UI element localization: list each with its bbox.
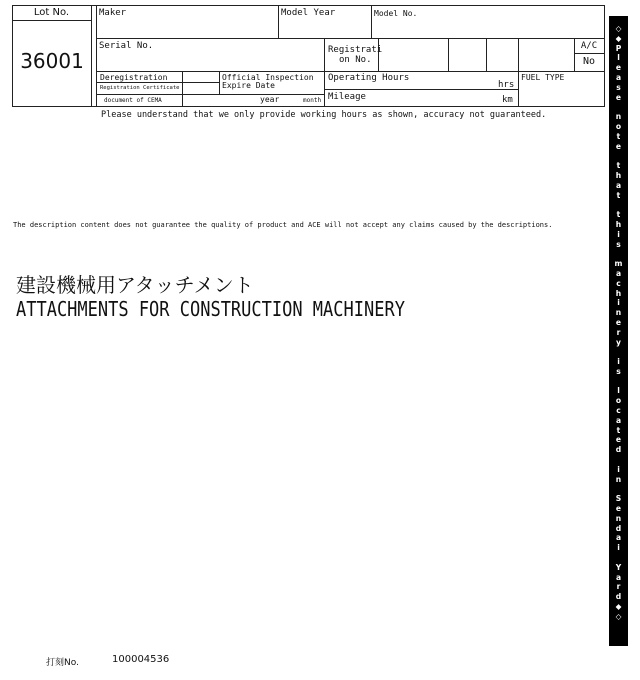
model-no-label: Model No. [374,9,418,18]
registration-certificate-label: Registration Certificate [100,85,180,91]
stamp-no-value: 100004536 [112,654,170,665]
side-banner-char [617,484,620,494]
side-banner-char: s [616,366,621,376]
model-no-left [371,5,372,38]
side-banner-char [617,102,620,112]
official-inspection-label: Official Inspection [222,73,314,82]
side-banner-char: a [615,572,622,582]
side-banner-char: P [615,43,622,53]
inspection-left [219,71,220,94]
side-banner-char: t [616,161,621,171]
table-border-right [604,5,605,107]
side-banner-char: n [615,513,622,523]
side-banner-char [617,377,620,387]
side-banner-char [617,249,620,259]
table-border-top [12,5,604,6]
side-banner-char: t [616,190,621,200]
disclaimer-notice: The description content does not guarantee the quality of product and ACE will not accept any claims caused by the descriptions. [13,221,553,229]
side-banner-char: e [615,317,622,327]
model-year-left [278,5,279,38]
side-banner-char: a [615,180,622,190]
side-banner-char [617,553,620,563]
side-banner-char: s [616,239,621,249]
side-banner-char: ◆ [615,33,622,43]
working-hours-notice: Please understand that we only provide working hours as shown, accuracy not guaranteed. [101,110,547,120]
side-banner-char: h [615,288,622,298]
registration-no-label-2: on No. [339,55,372,65]
month-label: month [303,97,322,104]
dereg-divider-2 [96,94,324,95]
operating-hours-label: Operating Hours [328,73,410,83]
side-banner-char: i [617,298,620,308]
lot-no-label: Lot No. [33,7,70,18]
side-banner-char: h [615,219,622,229]
side-banner-char: o [615,396,622,406]
side-banner-char: e [615,435,622,445]
side-banner-char: i [617,543,620,553]
side-banner-char: t [616,131,621,141]
side-banner-char: i [617,229,620,239]
expire-date-label: Expire Date [222,81,275,90]
side-banner-char [617,455,620,465]
side-banner-char: e [615,92,622,102]
side-banner-char: y [616,337,621,347]
side-banner-char: i [617,464,620,474]
dereg-value-left [182,71,183,107]
side-banner-char: e [615,63,622,73]
side-banner-char [617,347,620,357]
serial-no-label: Serial No. [99,41,154,51]
side-banner-char: n [615,308,622,318]
side-banner-char: i [617,357,620,367]
headline-english: ATTACHMENTS FOR CONSTRUCTION MACHINERY [16,297,405,321]
side-banner-char [617,200,620,210]
lot-header-divider [12,20,91,21]
side-banner-char: l [617,386,620,396]
side-banner-char: t [616,210,621,220]
registration-left [324,38,325,107]
side-banner-char: m [614,259,623,269]
side-banner-char: e [615,141,622,151]
side-banner-char: r [616,582,621,592]
row2-divider [96,71,604,72]
side-banner-char: d [615,445,622,455]
reg-cell-2 [448,38,449,71]
mileage-label: Mileage [328,92,366,102]
km-unit: km [502,95,513,105]
side-banner-char: c [616,406,621,416]
reg-cell-4 [518,38,519,107]
location-side-banner [609,16,628,646]
hours-divider [324,89,518,90]
side-banner-char: ◇ [615,24,622,33]
side-banner-char: a [615,268,622,278]
row1-divider [96,38,604,39]
side-banner-char: e [615,504,622,514]
side-banner-char: t [616,425,621,435]
maker-left-border [96,5,97,107]
side-banner-char: ◇ [615,611,622,621]
model-year-label: Model Year [281,8,336,18]
fuel-type-label: FUEL TYPE [521,73,565,82]
side-banner-char: r [616,327,621,337]
year-label: year [260,95,280,104]
hrs-unit: hrs [498,80,515,90]
table-border-bottom [12,106,604,107]
side-banner-char: s [616,82,621,92]
side-banner-char: ◆ [615,602,622,612]
side-banner-char: d [615,523,622,533]
reg-cell-3 [486,38,487,71]
side-banner-char: a [615,415,622,425]
side-banner-char: Y [615,562,622,572]
ac-value: No [582,56,596,67]
registration-no-label-1: Registrati [328,45,383,55]
side-banner-char: a [615,72,622,82]
side-banner-char: l [617,53,620,63]
headline-japanese: 建設機械用アタッチメント [16,273,254,297]
side-banner-char: o [615,121,622,131]
side-banner-char [617,151,620,161]
side-banner-char: n [615,474,622,484]
lot-no-value: 36001 [20,49,84,73]
deregistration-label: Deregistration [100,73,168,82]
stamp-no-label: 打刻No. [46,658,79,668]
ac-label: A/C [580,41,598,51]
side-banner-char: h [615,170,622,180]
ac-divider [574,53,604,54]
maker-label: Maker [99,8,127,18]
side-banner-char: S [615,494,622,504]
side-banner-char: d [615,592,622,602]
document-cema-label: document of CEMA [104,97,162,104]
side-banner-char: n [615,112,622,122]
side-banner-char: c [616,278,621,288]
side-banner-char: a [615,533,622,543]
